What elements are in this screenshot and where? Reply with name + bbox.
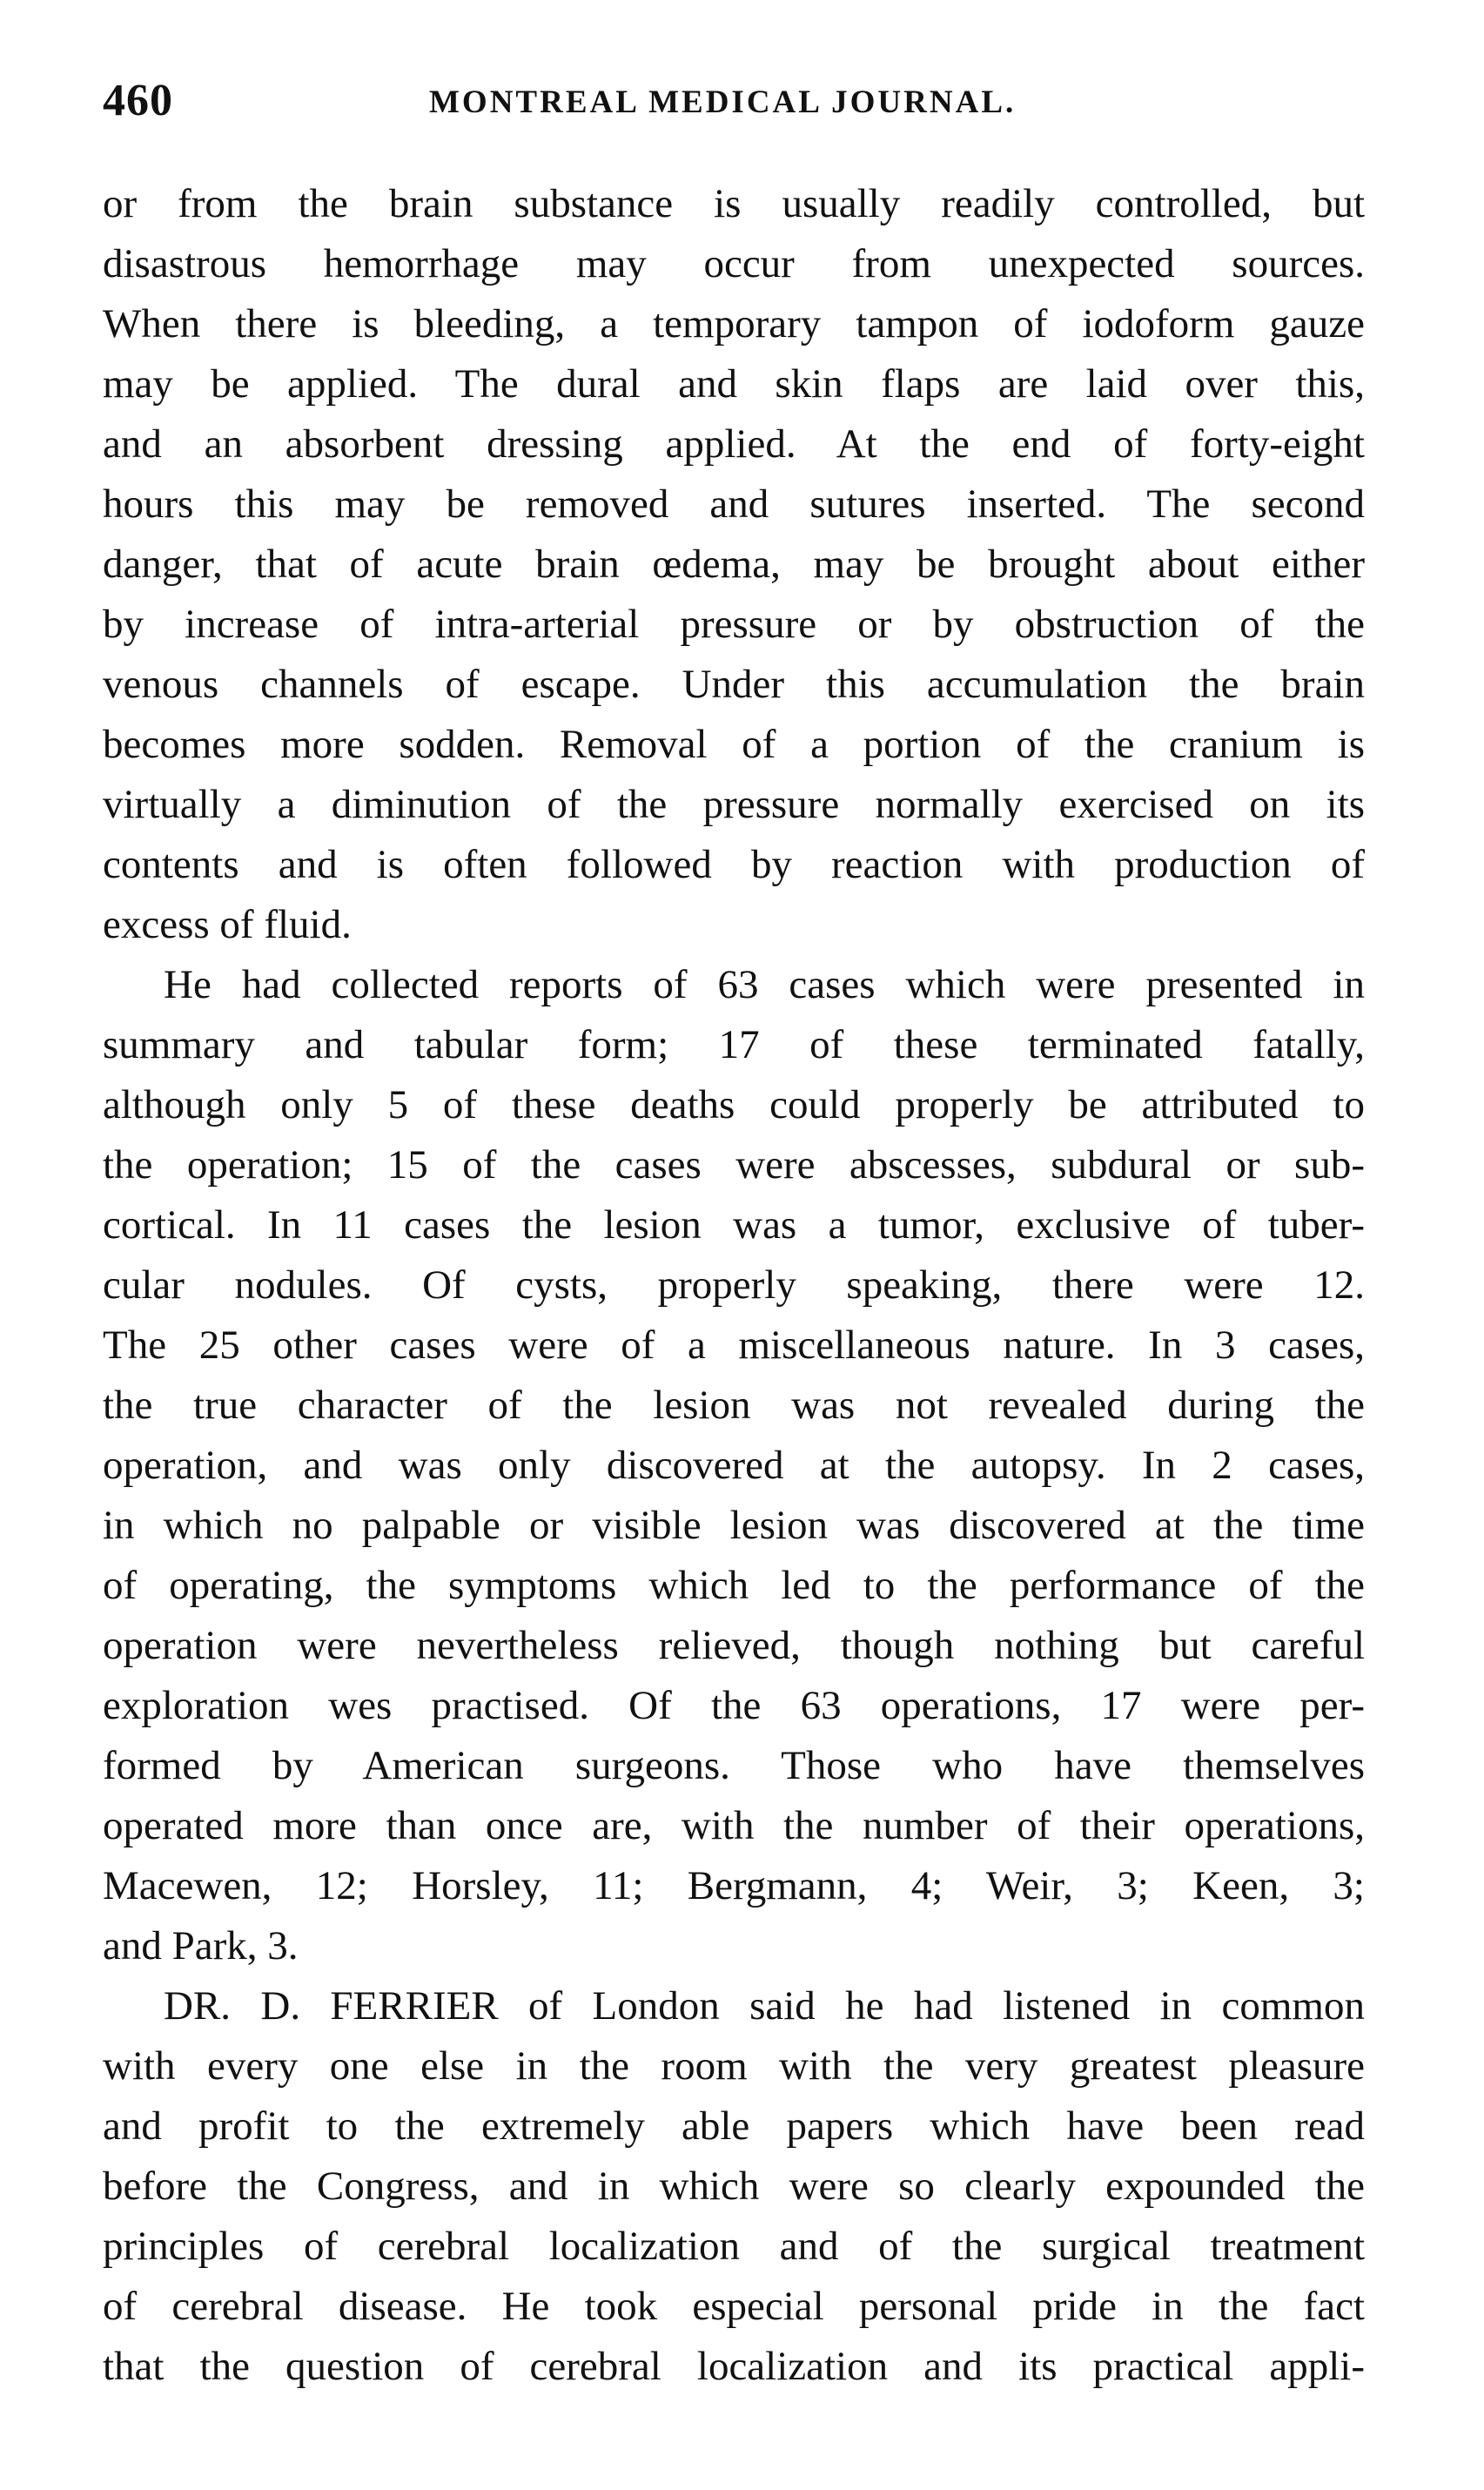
text-line: DR. D. FERRIER of London said he had listened in common — [164, 1983, 1365, 2029]
text-line: exploration wes practised. Of the 63 operations, 17 were per- — [103, 1683, 1365, 1728]
text-line: operation, and was only discovered at the autopsy. In 2 cases, — [103, 1443, 1365, 1488]
text-line: with every one else in the room with the very greatest pleasure — [103, 2043, 1365, 2089]
text-line: may be applied. The dural and skin flaps are laid over this, — [103, 361, 1365, 407]
text-line: summary and tabular form; 17 of these terminated fatally, — [103, 1022, 1365, 1067]
page-number: 460 — [103, 76, 173, 125]
text-line: Macewen, 12; Horsley, 11; Bergmann, 4; Weir, 3; Keen, 3; — [103, 1863, 1365, 1908]
text-line: operated more than once are, with the number of their operations, — [103, 1803, 1365, 1848]
text-line: When there is bleeding, a temporary tampon of iodoform gauze — [103, 301, 1365, 347]
text-line: and Park, 3. — [103, 1923, 299, 1968]
paragraph — [103, 174, 1365, 955]
text-line: of operating, the symptoms which led to the performance of the — [103, 1563, 1365, 1608]
text-line: He had collected reports of 63 cases which were presented in — [164, 962, 1365, 1007]
text-line: hours this may be removed and sutures inserted. The second — [103, 481, 1365, 527]
text-line: cular nodules. Of cysts, properly speaking, there were 12. — [103, 1262, 1365, 1308]
text-line: and an absorbent dressing applied. At the end of forty-eight — [103, 421, 1365, 467]
text-line: formed by American surgeons. Those who have themselves — [103, 1743, 1365, 1788]
text-line: by increase of intra-arterial pressure or by obstruction of the — [103, 602, 1365, 647]
text-line: danger, that of acute brain œdema, may be brought about either — [103, 542, 1365, 587]
text-line: or from the brain substance is usually readily controlled, but — [103, 181, 1365, 226]
text-line: disastrous hemorrhage may occur from unexpected sources. — [103, 241, 1365, 286]
text-line: in which no palpable or visible lesion was discovered at the time — [103, 1503, 1365, 1548]
text-line: operation were nevertheless relieved, though nothing but careful — [103, 1623, 1365, 1668]
text-line: virtually a diminution of the pressure normally exercised on its — [103, 782, 1365, 827]
text-line: excess of fluid. — [103, 902, 352, 947]
text-line: before the Congress, and in which were so clearly expounded the — [103, 2164, 1365, 2209]
paragraph — [103, 1976, 1365, 2397]
text-line: the true character of the lesion was not revealed during the — [103, 1383, 1365, 1428]
text-line: becomes more sodden. Removal of a portion of the cranium is — [103, 722, 1365, 767]
text-line: principles of cerebral localization and of the surgical treatment — [103, 2224, 1365, 2269]
text-line: although only 5 of these deaths could properly be attributed to — [103, 1082, 1365, 1127]
body-text — [103, 174, 1365, 2397]
text-line: of cerebral disease. He took especial personal pride in the fact — [103, 2284, 1365, 2329]
running-head: MONTREAL MEDICAL JOURNAL. — [429, 84, 1017, 120]
text-line: contents and is often followed by reaction with production of — [103, 842, 1365, 887]
text-line: that the question of cerebral localization and its practical appli- — [103, 2344, 1365, 2389]
text-line: the operation; 15 of the cases were abscesses, subdural or sub- — [103, 1142, 1365, 1188]
text-line: venous channels of escape. Under this accumulation the brain — [103, 662, 1365, 707]
paragraph — [103, 955, 1365, 1976]
text-line: and profit to the extremely able papers which have been read — [103, 2103, 1365, 2149]
text-line: cortical. In 11 cases the lesion was a tumor, exclusive of tuber- — [103, 1202, 1365, 1248]
text-line: The 25 other cases were of a miscellaneous nature. In 3 cases, — [103, 1322, 1365, 1368]
page-header — [103, 75, 1365, 145]
